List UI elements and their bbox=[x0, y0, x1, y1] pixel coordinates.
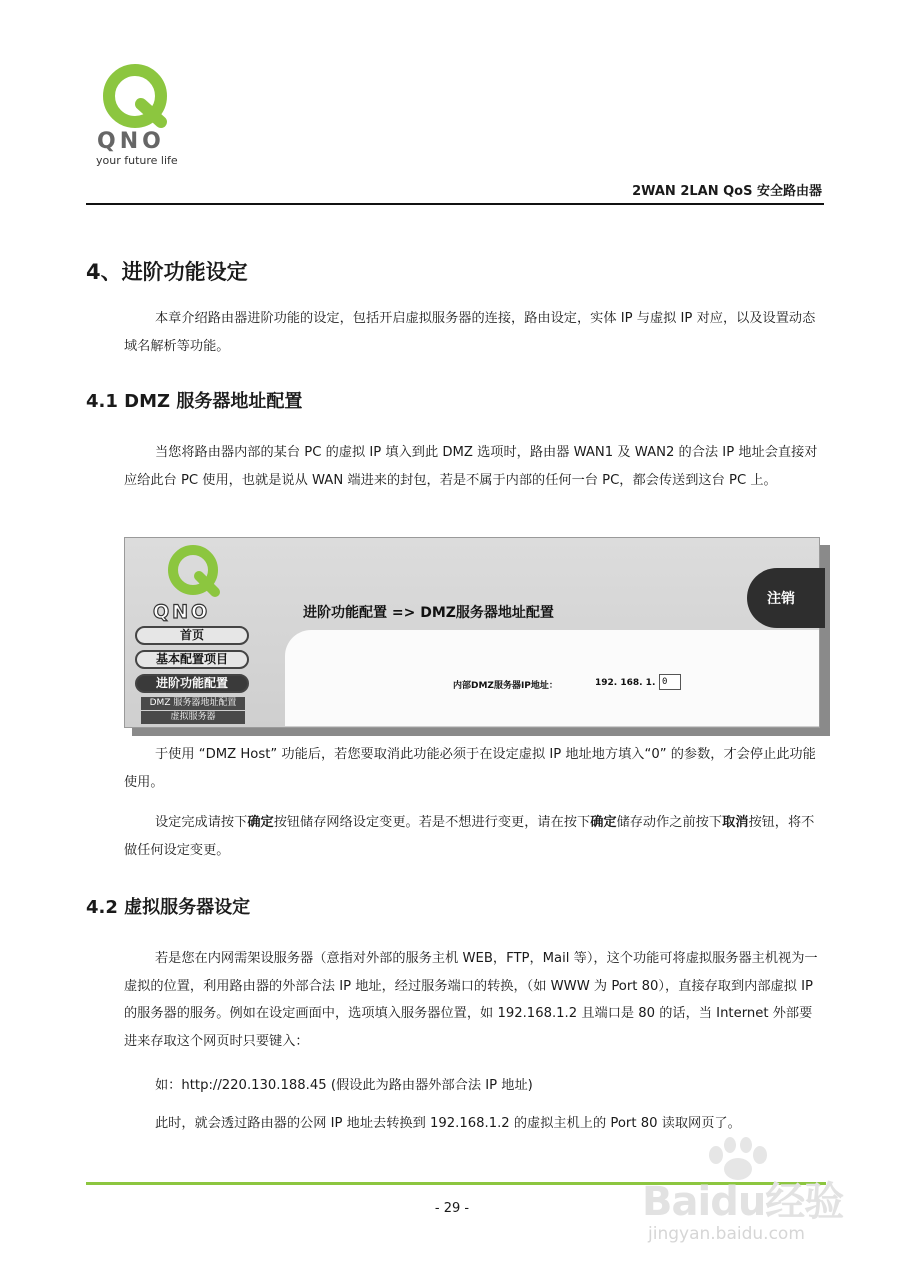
logout-button[interactable]: 注销 bbox=[747, 568, 825, 628]
submenu-virtual-server[interactable]: 虚拟服务器 bbox=[141, 711, 245, 724]
chapter-heading: 4、进阶功能设定 bbox=[86, 260, 248, 284]
router-logo bbox=[153, 542, 229, 623]
save-paragraph: 设定完成请按下确定按钮储存网络设定变更。若是不想进行变更，请在按下确定储存动作之前按下取消按钮，将不做任何设定变更。 bbox=[124, 815, 815, 858]
baidu-watermark: Baidu经验 bbox=[642, 1179, 844, 1225]
menu-advanced-config[interactable]: 进阶功能配置 bbox=[135, 674, 249, 693]
confirm-term-2: 确定 bbox=[590, 815, 617, 830]
dmz-description bbox=[124, 439, 820, 494]
dmz-disable-paragraph: 于使用 “DMZ Host” 功能后，若您要取消此功能必须于在设定虚拟 IP 地址地方填入“0” 的参数，才会停止此功能使用。 bbox=[124, 747, 816, 790]
router-page-title: 进阶功能配置 => DMZ服务器地址配置 bbox=[303, 605, 554, 621]
section-heading-virtual-server: 4.2 虚拟服务器设定 bbox=[86, 897, 251, 918]
dmz-ip-prefix: 192. 168. 1. bbox=[595, 678, 656, 688]
svg-text:QNO: QNO bbox=[97, 129, 165, 154]
page-number: - 29 - bbox=[434, 1201, 470, 1216]
logo-tagline: your future life bbox=[96, 154, 178, 167]
chapter-intro bbox=[124, 305, 820, 360]
dmz-paragraph: 当您将路由器内部的某台 PC 的虚拟 IP 填入到此 DMZ 选项时，路由器 WAN1 及 WAN2 的合法 IP 地址会直接对应给此台 PC 使用，也就是说从 WAN 端进来的封包，若是不属于内部的任何一台 PC，都会传送到这台 PC 上。 bbox=[124, 445, 818, 488]
dmz-disable-note bbox=[124, 741, 820, 796]
section-heading-dmz: 4.1 DMZ 服务器地址配置 bbox=[86, 391, 303, 412]
example-url-line: 如：http://220.130.188.45 (假设此为路由器外部合法 IP 地址) bbox=[155, 1078, 533, 1093]
dmz-ip-label: 内部DMZ服务器IP地址： bbox=[453, 681, 558, 691]
document-header-title: 2WAN 2LAN QoS 安全路由器 bbox=[632, 184, 822, 199]
menu-home[interactable]: 首页 bbox=[135, 626, 249, 645]
router-screenshot bbox=[124, 537, 820, 728]
save-instructions bbox=[124, 809, 820, 864]
cancel-term: 取消 bbox=[722, 815, 749, 830]
dmz-ip-last-octet-input[interactable] bbox=[659, 674, 681, 690]
baidu-watermark-url: jingyan.baidu.com bbox=[648, 1224, 805, 1244]
confirm-term: 确定 bbox=[247, 815, 274, 830]
svg-text:QNO: QNO bbox=[153, 601, 211, 623]
intro-paragraph: 本章介绍路由器进阶功能的设定，包括开启虚拟服务器的连接，路由设定，实体 IP 与虚拟 IP 对应，以及设置动态域名解析等功能。 bbox=[124, 311, 816, 354]
virtual-server-description bbox=[124, 945, 820, 1055]
virtual-server-paragraph: 若是您在内网需架设服务器（意指对外部的服务主机 WEB，FTP，Mail 等），这个功能可将虚拟服务器主机视为一虚拟的位置，利用路由器的外部合法 IP 地址，经过服务端口的转换，（如 WWW 为 Port 80），直接存取到内部虚拟 IP 的服务器的服务。例如在设定画面中，选项填入服务器位置，如 192.168.1.2 且端口是 80 的话，当 Internet 外部要进来存取这个网页时只要键入： bbox=[124, 951, 818, 1049]
header-divider bbox=[86, 203, 824, 205]
conclusion-line: 此时，就会透过路由器的公网 IP 地址去转换到 192.168.1.2 的虚拟主机上的 Port 80 读取网页了。 bbox=[155, 1116, 741, 1131]
submenu-dmz[interactable]: DMZ 服务器地址配置 bbox=[141, 697, 245, 710]
menu-basic-config[interactable]: 基本配置项目 bbox=[135, 650, 249, 669]
